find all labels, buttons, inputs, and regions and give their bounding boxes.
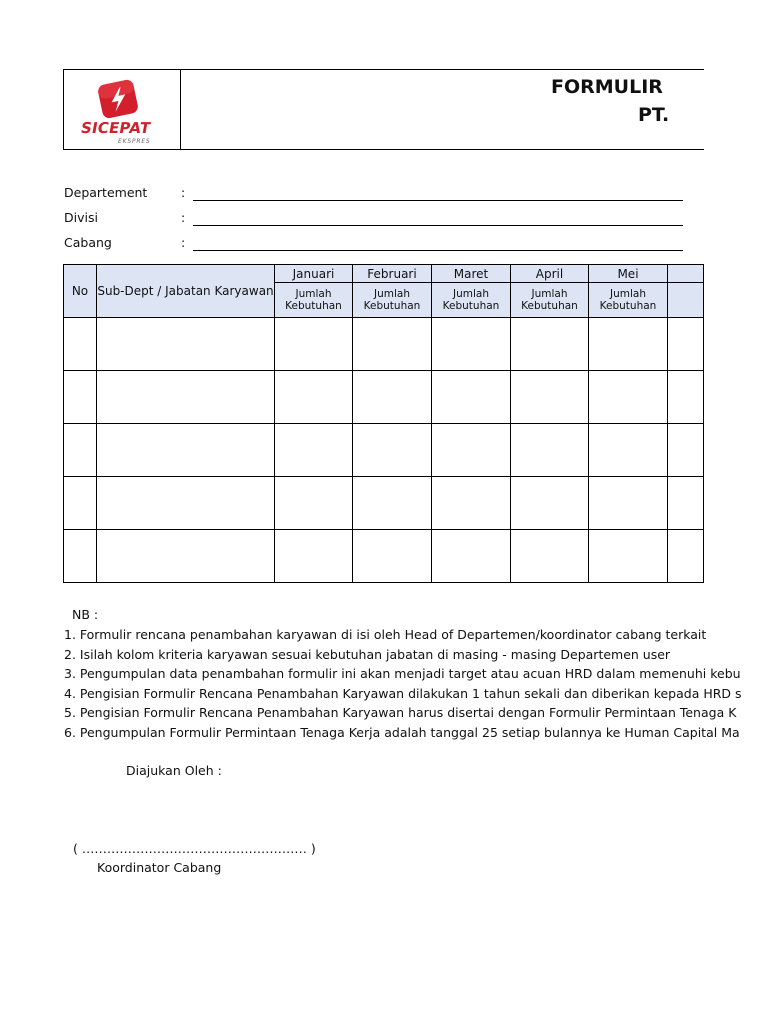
notes-title: NB : [72,607,99,622]
table-cell[interactable] [668,424,704,477]
field-label: Cabang [64,235,112,250]
submitted-by-label: Diajukan Oleh : [126,763,222,778]
table-cell[interactable] [432,371,511,424]
table-cell[interactable] [64,371,97,424]
col-header-month-cut [668,265,704,283]
field-label: Departement [64,185,148,200]
note-item: 5. Pengisian Formulir Rencana Penambahan Karyawan harus disertai dengan Formulir Permintaan Tenaga K [64,705,737,720]
col-header-no: No [64,265,97,318]
table-cell[interactable] [97,477,275,530]
table-cell[interactable] [275,530,353,583]
table-cell[interactable] [275,477,353,530]
table-cell[interactable] [589,530,668,583]
field-colon: : [181,210,186,225]
table-cell[interactable] [589,424,668,477]
logo-wordmark: SICEPAT [79,119,152,137]
table-cell[interactable] [97,530,275,583]
note-item: 6. Pengumpulan Formulir Permintaan Tenaga Kerja adalah tanggal 25 setiap bulannya ke Human Capital Ma [64,724,740,740]
form-title: FORMULIR [551,76,663,98]
col-subheader: Jumlah Kebutuhan [275,283,353,318]
table-cell[interactable] [432,477,511,530]
sicepat-logo-icon [96,79,140,119]
signer-role: Koordinator Cabang [97,860,222,875]
form-header [63,69,704,150]
logo-cell [64,70,181,149]
col-subheader: Jumlah Kebutuhan [432,283,511,318]
col-header-month: Januari [275,265,353,283]
note-item: 1. Formulir rencana penambahan karyawan di isi oleh Head of Departemen/koordinator cabang terkait [64,627,707,642]
col-subheader: Jumlah Kebutuhan [589,283,668,318]
table-cell[interactable] [353,424,432,477]
note-item: 3. Pengumpulan data penambahan formulir ini akan menjadi target atau acuan HRD dalam memenuhi kebu [64,666,741,681]
field-input-line[interactable] [193,250,683,251]
table-cell[interactable] [668,477,704,530]
col-header-position: Sub-Dept / Jabatan Karyawan [97,265,275,318]
logo-subtext: EKSPRES [118,138,151,145]
field-divisi[interactable] [64,210,684,230]
col-header-month: Mei [589,265,668,283]
table-cell[interactable] [64,424,97,477]
table-cell[interactable] [511,424,589,477]
note-item: 2. Isilah kolom kriteria karyawan sesuai kebutuhan jabatan di masing - masing Departemen user [64,646,671,662]
table-cell[interactable] [511,530,589,583]
table-cell[interactable] [97,318,275,371]
table-cell[interactable] [64,477,97,530]
table-cell[interactable] [275,424,353,477]
col-header-month: Maret [432,265,511,283]
table-cell[interactable] [589,318,668,371]
signature-line: ( ……………………………………………… ) [73,841,316,856]
notes-section [64,607,744,744]
col-header-month: Februari [353,265,432,283]
field-departement[interactable] [64,185,684,205]
table-cell[interactable] [353,371,432,424]
field-input-line[interactable] [193,200,683,201]
table-cell[interactable] [432,318,511,371]
field-colon: : [181,235,186,250]
company-title: PT. [638,104,670,126]
col-subheader-cut [668,283,704,318]
table-row [64,371,704,424]
table-cell[interactable] [64,530,97,583]
table-cell[interactable] [668,318,704,371]
table-cell[interactable] [511,318,589,371]
table-cell[interactable] [511,371,589,424]
table-cell[interactable] [432,424,511,477]
table-cell[interactable] [589,371,668,424]
table-cell[interactable] [275,318,353,371]
table-cell[interactable] [275,371,353,424]
note-item: 4. Pengisian Formulir Rencana Penambahan Karyawan dilakukan 1 tahun sekali dan diberikan kepada HRD s [64,685,742,701]
table-cell[interactable] [353,477,432,530]
table-cell[interactable] [97,371,275,424]
field-input-line[interactable] [193,225,683,226]
table-cell[interactable] [432,530,511,583]
table-cell[interactable] [353,530,432,583]
col-subheader: Jumlah Kebutuhan [511,283,589,318]
table-row [64,530,704,583]
table-cell[interactable] [589,477,668,530]
staffing-table [63,264,704,583]
col-header-month: April [511,265,589,283]
table-cell[interactable] [64,318,97,371]
field-cabang[interactable] [64,235,684,255]
table-row [64,477,704,530]
table-cell[interactable] [511,477,589,530]
table-cell[interactable] [353,318,432,371]
table-row [64,318,704,371]
table-cell[interactable] [97,424,275,477]
table-cell[interactable] [668,371,704,424]
table-cell[interactable] [668,530,704,583]
field-colon: : [181,185,186,200]
col-subheader: Jumlah Kebutuhan [353,283,432,318]
table-row [64,424,704,477]
field-label: Divisi [64,210,98,225]
